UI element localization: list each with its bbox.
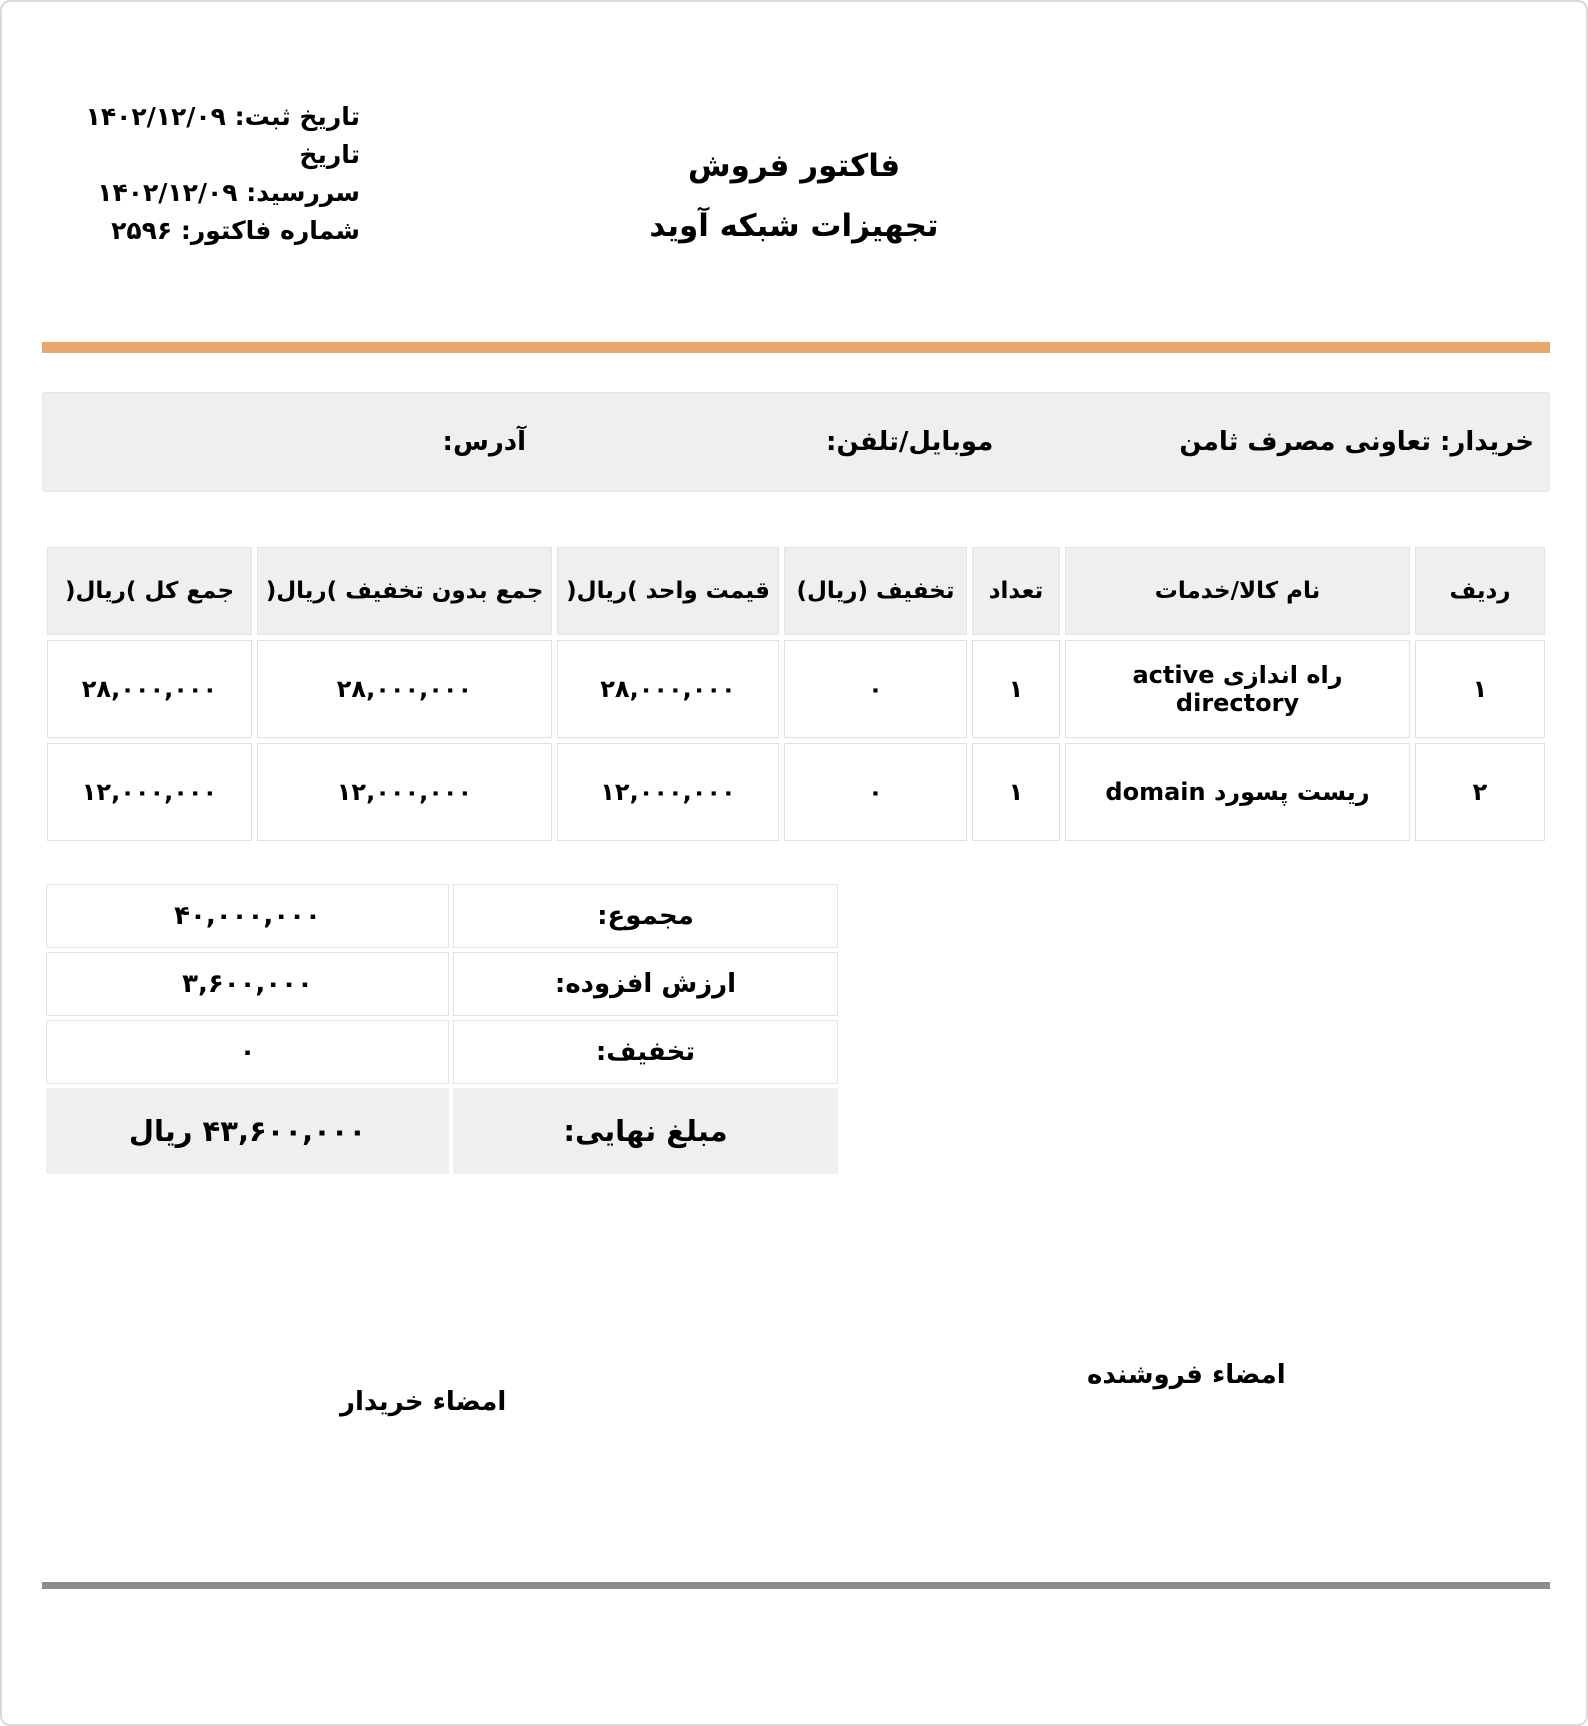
summary-label: مبلغ نهایی: <box>453 1088 838 1174</box>
items-header-row <box>47 547 1545 635</box>
phone-label: موبایل/تلفن: <box>826 427 994 457</box>
seller-signature-label: امضاء فروشنده <box>1087 1360 1286 1390</box>
summary-table <box>42 880 842 1178</box>
invoice-number-line: شماره فاکتور: ۲۵۹۶ <box>111 216 360 245</box>
summary-value: ۰ <box>46 1020 449 1084</box>
summary-row-total <box>46 884 838 948</box>
summary-label: ارزش افزوده: <box>453 952 838 1016</box>
summary-value: ۴۳,۶۰۰,۰۰۰ ریال <box>46 1088 449 1174</box>
cell-grand-total: ۱۲,۰۰۰,۰۰۰ <box>47 743 252 841</box>
cell-qty: ۱ <box>972 640 1060 738</box>
register-date-line: تاریخ ثبت: ۱۴۰۲/۱۲/۰۹ <box>85 102 360 131</box>
summary-label: تخفیف: <box>453 1020 838 1084</box>
bottom-divider <box>42 1582 1550 1589</box>
accent-divider-bar <box>42 342 1550 353</box>
cell-row-no: ۱ <box>1415 640 1545 738</box>
col-header-grand-total: جمع کل )ریال( <box>47 547 252 635</box>
cell-unit-price: ۲۸,۰۰۰,۰۰۰ <box>557 640 779 738</box>
summary-row-final-amount <box>46 1088 838 1174</box>
col-header-unit-price: قیمت واحد )ریال( <box>557 547 779 635</box>
buyer-info-bar <box>42 392 1550 492</box>
cell-discount: ۰ <box>784 743 967 841</box>
col-header-name: نام کالا/خدمات <box>1065 547 1410 635</box>
cell-grand-total: ۲۸,۰۰۰,۰۰۰ <box>47 640 252 738</box>
due-date-line-1: تاریخ <box>299 140 360 169</box>
summary-row-vat <box>46 952 838 1016</box>
buyer-label: خریدار: تعاونی مصرف ثامن <box>1179 427 1534 457</box>
summary-row-discount <box>46 1020 838 1084</box>
invoice-title-block <box>2 136 1586 256</box>
cell-item-name: راه اندازی active directory <box>1065 640 1410 738</box>
summary-value: ۴۰,۰۰۰,۰۰۰ <box>46 884 449 948</box>
cell-row-no: ۲ <box>1415 743 1545 841</box>
address-label: آدرس: <box>442 427 527 457</box>
table-row <box>47 743 1545 841</box>
col-header-total-no-discount: جمع بدون تخفیف )ریال( <box>257 547 552 635</box>
cell-unit-price: ۱۲,۰۰۰,۰۰۰ <box>557 743 779 841</box>
cell-total-no-discount: ۲۸,۰۰۰,۰۰۰ <box>257 640 552 738</box>
cell-total-no-discount: ۱۲,۰۰۰,۰۰۰ <box>257 743 552 841</box>
col-header-row-no: ردیف <box>1415 547 1545 635</box>
company-name: تجهیزات شبکه آوید <box>649 208 939 244</box>
col-header-qty: تعداد <box>972 547 1060 635</box>
due-date-line-2: سررسید: ۱۴۰۲/۱۲/۰۹ <box>97 178 360 207</box>
cell-item-name: ریست پسورد domain <box>1065 743 1410 841</box>
col-header-discount: تخفیف (ریال) <box>784 547 967 635</box>
table-row <box>47 640 1545 738</box>
cell-qty: ۱ <box>972 743 1060 841</box>
summary-value: ۳,۶۰۰,۰۰۰ <box>46 952 449 1016</box>
buyer-signature-label: امضاء خریدار <box>340 1387 507 1417</box>
invoice-title: فاکتور فروش <box>687 148 901 184</box>
items-table <box>42 542 1550 846</box>
cell-discount: ۰ <box>784 640 967 738</box>
summary-label: مجموع: <box>453 884 838 948</box>
